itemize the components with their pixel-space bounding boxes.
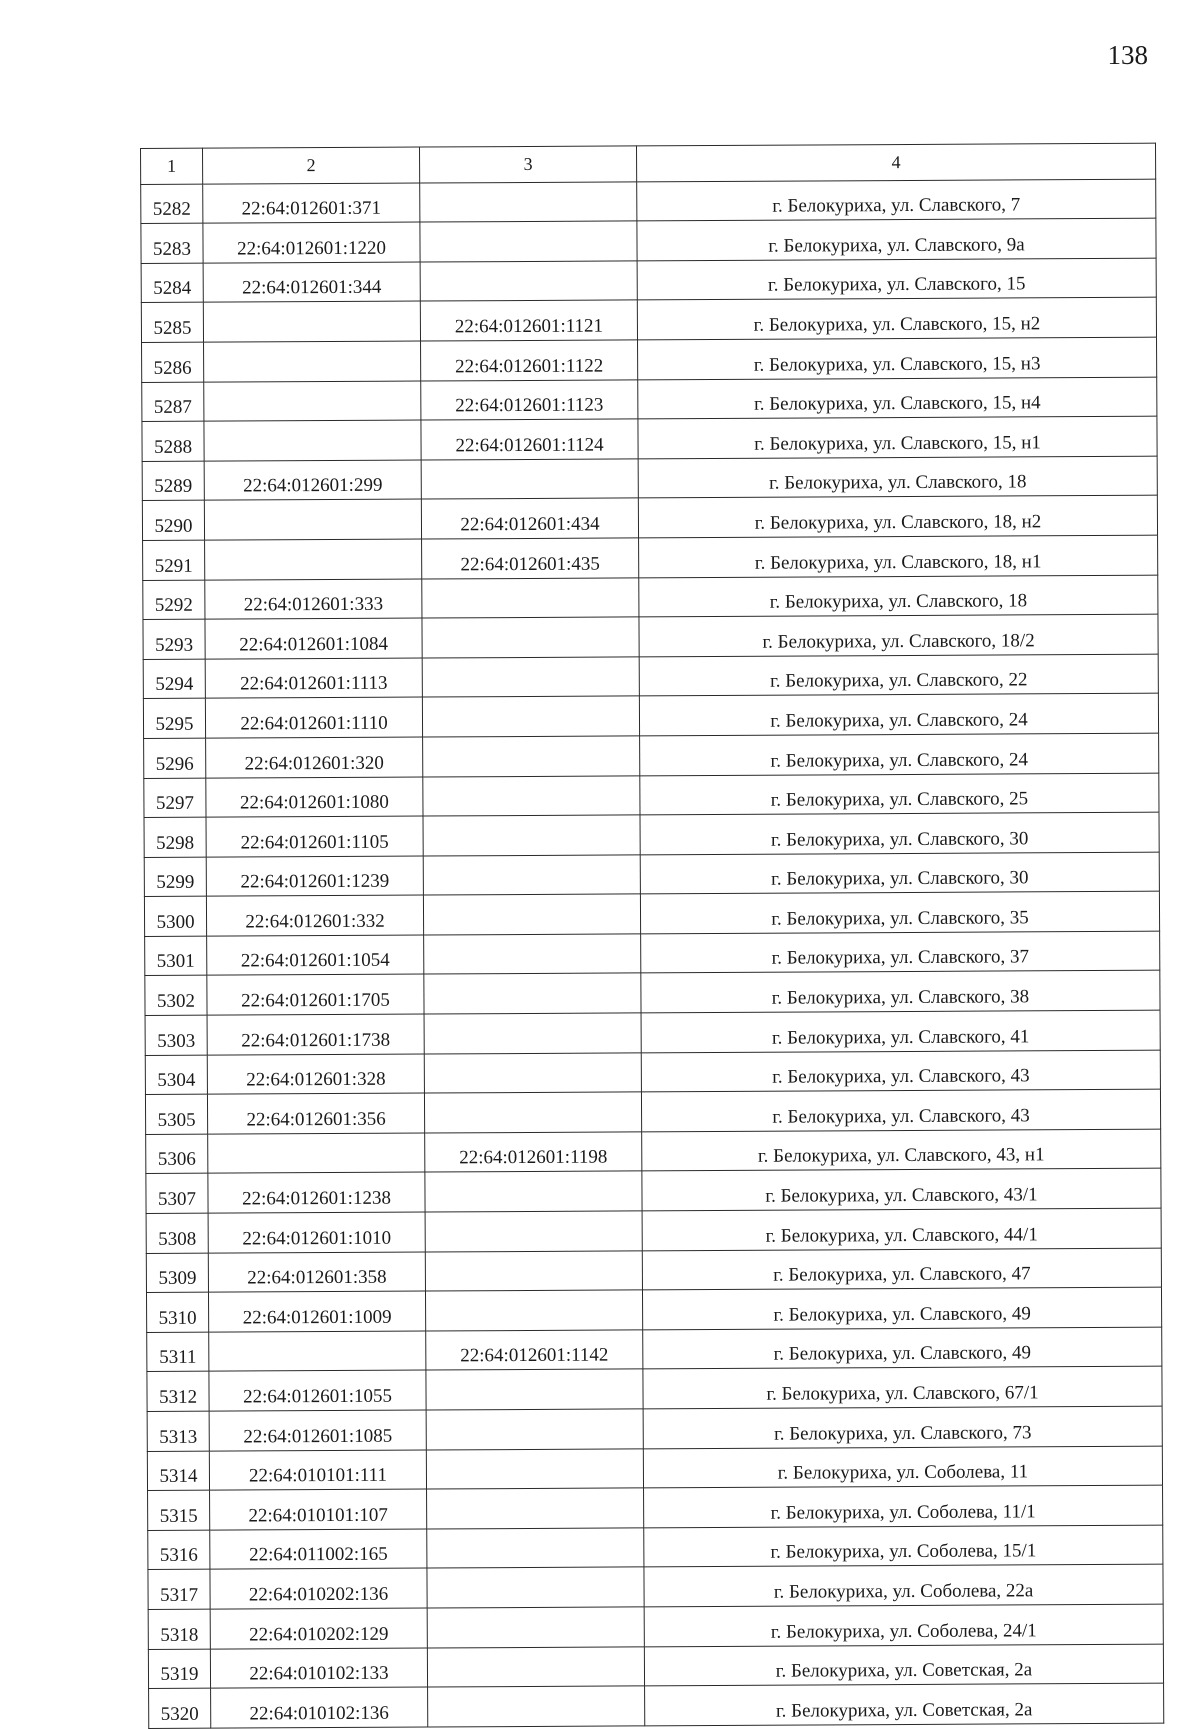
table-row	[146, 1169, 1161, 1214]
address-cell: г. Белокуриха, ул. Славского, 24	[640, 733, 1159, 775]
table-row	[147, 1367, 1162, 1412]
cadastral-number-cell: 22:64:010102:133	[210, 1648, 427, 1689]
row-number-cell: 5300	[144, 896, 206, 936]
table-row	[145, 1089, 1160, 1134]
address-cell: г. Белокуриха, ул. Славского, 44/1	[642, 1208, 1161, 1250]
cadastral-number-cell: 22:64:012601:332	[206, 895, 423, 936]
address-cell: г. Белокуриха, ул. Славского, 41	[641, 1010, 1160, 1052]
row-number-cell: 5305	[145, 1094, 207, 1134]
table-row	[144, 773, 1159, 818]
cadastral-number-secondary-cell	[427, 1646, 644, 1687]
cadastral-number-cell: 22:64:012601:1054	[207, 935, 424, 976]
header-cell-1: 1	[141, 148, 203, 184]
cadastral-number-secondary-cell	[425, 1290, 642, 1331]
row-number-cell: 5320	[149, 1688, 211, 1728]
cadastral-number-secondary-cell	[422, 657, 639, 698]
table-row	[144, 812, 1159, 857]
cadastral-number-cell: 22:64:012601:1239	[206, 856, 423, 897]
cadastral-number-secondary-cell	[423, 894, 640, 935]
cadastral-number-secondary-cell	[422, 617, 639, 658]
cadastral-number-cell: 22:64:012601:356	[207, 1093, 424, 1134]
cadastral-number-cell	[209, 1331, 426, 1372]
address-cell: г. Белокуриха, ул. Славского, 15	[637, 258, 1156, 300]
table-row	[141, 298, 1156, 343]
cadastral-number-cell: 22:64:010101:111	[209, 1450, 426, 1491]
row-number-cell: 5299	[144, 857, 206, 897]
row-number-cell: 5284	[141, 263, 203, 303]
registry-table-wrapper	[140, 143, 1163, 1729]
table-row	[146, 1287, 1161, 1332]
table-row	[142, 337, 1157, 382]
cadastral-number-secondary-cell	[422, 577, 639, 618]
row-number-cell: 5287	[142, 382, 204, 422]
table-row	[142, 377, 1157, 422]
cadastral-number-secondary-cell	[426, 1369, 643, 1410]
address-cell: г. Белокуриха, ул. Славского, 18/2	[639, 614, 1158, 656]
cadastral-number-cell: 22:64:010202:136	[210, 1568, 427, 1609]
cadastral-number-cell: 22:64:012601:328	[207, 1054, 424, 1095]
row-number-cell: 5293	[143, 619, 205, 659]
row-number-cell: 5318	[148, 1609, 210, 1649]
address-cell: г. Белокуриха, ул. Славского, 15, н2	[637, 298, 1156, 340]
table-row	[146, 1248, 1161, 1293]
cadastral-number-secondary-cell	[423, 775, 640, 816]
table-row	[144, 733, 1159, 778]
cadastral-number-cell	[204, 499, 421, 540]
cadastral-number-secondary-cell	[424, 1053, 641, 1094]
address-cell: г. Белокуриха, ул. Славского, 67/1	[643, 1367, 1162, 1409]
table-row	[148, 1525, 1163, 1570]
cadastral-number-secondary-cell	[426, 1448, 643, 1489]
cadastral-number-cell: 22:64:012601:358	[208, 1252, 425, 1293]
address-cell: г. Белокуриха, ул. Славского, 35	[640, 891, 1159, 933]
cadastral-number-cell: 22:64:012601:371	[203, 183, 420, 224]
cadastral-number-cell	[204, 420, 421, 461]
cadastral-number-secondary-cell	[423, 815, 640, 856]
row-number-cell: 5303	[145, 1015, 207, 1055]
table-row	[145, 1010, 1160, 1055]
cadastral-number-secondary-cell	[425, 1211, 642, 1252]
table-row	[144, 852, 1159, 897]
cadastral-number-secondary-cell	[424, 1092, 641, 1133]
table-row	[141, 218, 1156, 263]
row-number-cell: 5282	[141, 184, 203, 224]
address-cell: г. Белокуриха, ул. Славского, 73	[643, 1406, 1162, 1448]
row-number-cell: 5308	[146, 1213, 208, 1253]
row-number-cell: 5309	[146, 1253, 208, 1293]
cadastral-number-secondary-cell: 22:64:012601:1122	[421, 340, 638, 381]
row-number-cell: 5304	[145, 1055, 207, 1095]
cadastral-number-secondary-cell	[425, 1171, 642, 1212]
table-row	[145, 931, 1160, 976]
cadastral-number-secondary-cell: 22:64:012601:1198	[425, 1132, 642, 1173]
cadastral-number-secondary-cell	[427, 1488, 644, 1529]
table-row	[142, 496, 1157, 541]
row-number-cell: 5286	[142, 342, 204, 382]
cadastral-number-cell	[208, 1133, 425, 1174]
cadastral-number-secondary-cell: 22:64:012601:1123	[421, 379, 638, 420]
address-cell: г. Белокуриха, ул. Славского, 43, н1	[642, 1129, 1161, 1171]
row-number-cell: 5285	[141, 303, 203, 343]
table-row	[147, 1406, 1162, 1451]
cadastral-number-cell	[204, 341, 421, 382]
row-number-cell: 5294	[143, 659, 205, 699]
address-cell: г. Белокуриха, ул. Славского, 18	[639, 575, 1158, 617]
cadastral-number-cell: 22:64:012601:1110	[205, 697, 422, 738]
table-row	[146, 1208, 1161, 1253]
row-number-cell: 5295	[143, 698, 205, 738]
address-cell: г. Белокуриха, ул. Славского, 25	[640, 773, 1159, 815]
cadastral-number-secondary-cell	[420, 261, 637, 302]
row-number-cell: 5289	[142, 461, 204, 501]
cadastral-number-cell: 22:64:012601:1105	[206, 816, 423, 857]
table-row	[146, 1129, 1161, 1174]
cadastral-number-cell: 22:64:012601:1085	[209, 1410, 426, 1451]
address-cell: г. Белокуриха, ул. Славского, 30	[640, 852, 1159, 894]
cadastral-number-cell: 22:64:012601:333	[205, 579, 422, 620]
row-number-cell: 5312	[147, 1372, 209, 1412]
cadastral-number-cell: 22:64:012601:1009	[208, 1291, 425, 1332]
row-number-cell: 5297	[144, 778, 206, 818]
table-row	[145, 971, 1160, 1016]
table-row	[145, 1050, 1160, 1095]
address-cell: г. Белокуриха, ул. Соболева, 15/1	[644, 1525, 1163, 1567]
row-number-cell: 5283	[141, 223, 203, 263]
address-cell: г. Белокуриха, ул. Славского, 49	[642, 1287, 1161, 1329]
cadastral-number-secondary-cell	[423, 736, 640, 777]
cadastral-number-cell: 22:64:012601:299	[204, 460, 421, 501]
address-cell: г. Белокуриха, ул. Славского, 24	[639, 693, 1158, 735]
table-row	[147, 1446, 1162, 1491]
row-number-cell: 5290	[142, 501, 204, 541]
cadastral-number-cell	[204, 381, 421, 422]
cadastral-number-secondary-cell	[427, 1607, 644, 1648]
cadastral-number-secondary-cell	[427, 1567, 644, 1608]
row-number-cell: 5301	[145, 936, 207, 976]
cadastral-number-cell: 22:64:012601:1220	[203, 222, 420, 263]
table-row	[143, 654, 1158, 699]
row-number-cell: 5317	[148, 1570, 210, 1610]
header-cell-4: 4	[636, 143, 1155, 181]
row-number-cell: 5310	[146, 1292, 208, 1332]
table-row	[143, 575, 1158, 620]
cadastral-number-cell: 22:64:012601:1084	[205, 618, 422, 659]
cadastral-number-secondary-cell	[420, 221, 637, 262]
address-cell: г. Белокуриха, ул. Славского, 43	[641, 1089, 1160, 1131]
table-row	[142, 416, 1157, 461]
cadastral-number-cell: 22:64:010102:136	[211, 1687, 428, 1728]
address-cell: г. Белокуриха, ул. Советская, 2а	[645, 1683, 1164, 1725]
cadastral-number-cell: 22:64:010101:107	[210, 1489, 427, 1530]
cadastral-number-cell: 22:64:010202:129	[210, 1608, 427, 1649]
cadastral-number-cell: 22:64:012601:1738	[207, 1014, 424, 1055]
cadastral-number-cell: 22:64:012601:1705	[207, 974, 424, 1015]
header-cell-3: 3	[419, 146, 636, 183]
cadastral-number-cell: 22:64:011002:165	[210, 1529, 427, 1570]
row-number-cell: 5314	[147, 1451, 209, 1491]
address-cell: г. Белокуриха, ул. Славского, 15, н4	[638, 377, 1157, 419]
cadastral-number-secondary-cell: 22:64:012601:1121	[420, 300, 637, 341]
cadastral-number-cell: 22:64:012601:320	[206, 737, 423, 778]
row-number-cell: 5307	[146, 1174, 208, 1214]
address-cell: г. Белокуриха, ул. Соболева, 24/1	[644, 1604, 1163, 1646]
address-cell: г. Белокуриха, ул. Славского, 43/1	[642, 1169, 1161, 1211]
row-number-cell: 5291	[143, 540, 205, 580]
cadastral-number-secondary-cell	[424, 1013, 641, 1054]
cadastral-number-secondary-cell	[424, 934, 641, 975]
registry-table	[140, 143, 1164, 1729]
address-cell: г. Белокуриха, ул. Славского, 22	[639, 654, 1158, 696]
address-cell: г. Белокуриха, ул. Славского, 47	[642, 1248, 1161, 1290]
cadastral-number-secondary-cell: 22:64:012601:1142	[426, 1330, 643, 1371]
cadastral-number-cell: 22:64:012601:344	[203, 262, 420, 303]
cadastral-number-secondary-cell: 22:64:012601:435	[422, 538, 639, 579]
address-cell: г. Белокуриха, ул. Соболева, 11	[643, 1446, 1162, 1488]
cadastral-number-secondary-cell	[425, 1251, 642, 1292]
table-row	[148, 1485, 1163, 1530]
table-row	[144, 891, 1159, 936]
row-number-cell: 5302	[145, 976, 207, 1016]
address-cell: г. Белокуриха, ул. Славского, 15, н1	[638, 416, 1157, 458]
address-cell: г. Белокуриха, ул. Советская, 2а	[644, 1644, 1163, 1686]
address-cell: г. Белокуриха, ул. Славского, 38	[641, 971, 1160, 1013]
row-number-cell: 5315	[148, 1490, 210, 1530]
table-row	[148, 1604, 1163, 1649]
cadastral-number-cell: 22:64:012601:1055	[209, 1370, 426, 1411]
cadastral-number-secondary-cell: 22:64:012601:434	[421, 498, 638, 539]
cadastral-number-secondary-cell: 22:64:012601:1124	[421, 419, 638, 460]
address-cell: г. Белокуриха, ул. Соболева, 22а	[644, 1565, 1163, 1607]
table-row	[147, 1327, 1162, 1372]
table-row	[143, 693, 1158, 738]
row-number-cell: 5288	[142, 421, 204, 461]
cadastral-number-secondary-cell	[424, 973, 641, 1014]
table-row	[149, 1683, 1164, 1728]
address-cell: г. Белокуриха, ул. Славского, 18, н2	[638, 496, 1157, 538]
cadastral-number-cell: 22:64:012601:1080	[206, 777, 423, 818]
row-number-cell: 5298	[144, 817, 206, 857]
cadastral-number-cell: 22:64:012601:1238	[208, 1172, 425, 1213]
table-row	[143, 614, 1158, 659]
cadastral-number-secondary-cell	[422, 696, 639, 737]
table-row	[143, 535, 1158, 580]
address-cell: г. Белокуриха, ул. Славского, 30	[640, 812, 1159, 854]
address-cell: г. Белокуриха, ул. Славского, 18	[638, 456, 1157, 498]
row-number-cell: 5319	[148, 1649, 210, 1689]
cadastral-number-secondary-cell	[420, 181, 637, 222]
address-cell: г. Белокуриха, ул. Славского, 49	[643, 1327, 1162, 1369]
address-cell: г. Белокуриха, ул. Славского, 9а	[637, 218, 1156, 260]
address-cell: г. Белокуриха, ул. Славского, 37	[641, 931, 1160, 973]
row-number-cell: 5296	[144, 738, 206, 778]
row-number-cell: 5306	[146, 1134, 208, 1174]
address-cell: г. Белокуриха, ул. Соболева, 11/1	[644, 1485, 1163, 1527]
table-row	[148, 1565, 1163, 1610]
registry-table-body	[141, 143, 1164, 1728]
address-cell: г. Белокуриха, ул. Славского, 15, н3	[638, 337, 1157, 379]
table-row	[148, 1644, 1163, 1689]
cadastral-number-secondary-cell	[421, 459, 638, 500]
cadastral-number-cell	[205, 539, 422, 580]
address-cell: г. Белокуриха, ул. Славского, 43	[641, 1050, 1160, 1092]
cadastral-number-cell: 22:64:012601:1010	[208, 1212, 425, 1253]
cadastral-number-secondary-cell	[428, 1686, 645, 1727]
table-row	[141, 258, 1156, 303]
table-row	[142, 456, 1157, 501]
page-number: 138	[1107, 40, 1148, 70]
table-row	[141, 179, 1156, 224]
cadastral-number-secondary-cell	[423, 855, 640, 896]
cadastral-number-secondary-cell	[426, 1409, 643, 1450]
cadastral-number-secondary-cell	[427, 1528, 644, 1569]
cadastral-number-cell	[203, 301, 420, 342]
address-cell: г. Белокуриха, ул. Славского, 7	[637, 179, 1156, 221]
row-number-cell: 5313	[147, 1411, 209, 1451]
address-cell: г. Белокуриха, ул. Славского, 18, н1	[639, 535, 1158, 577]
row-number-cell: 5292	[143, 580, 205, 620]
row-number-cell: 5311	[147, 1332, 209, 1372]
header-cell-2: 2	[203, 147, 420, 184]
cadastral-number-cell: 22:64:012601:1113	[205, 658, 422, 699]
row-number-cell: 5316	[148, 1530, 210, 1570]
table-header-row	[141, 143, 1156, 184]
